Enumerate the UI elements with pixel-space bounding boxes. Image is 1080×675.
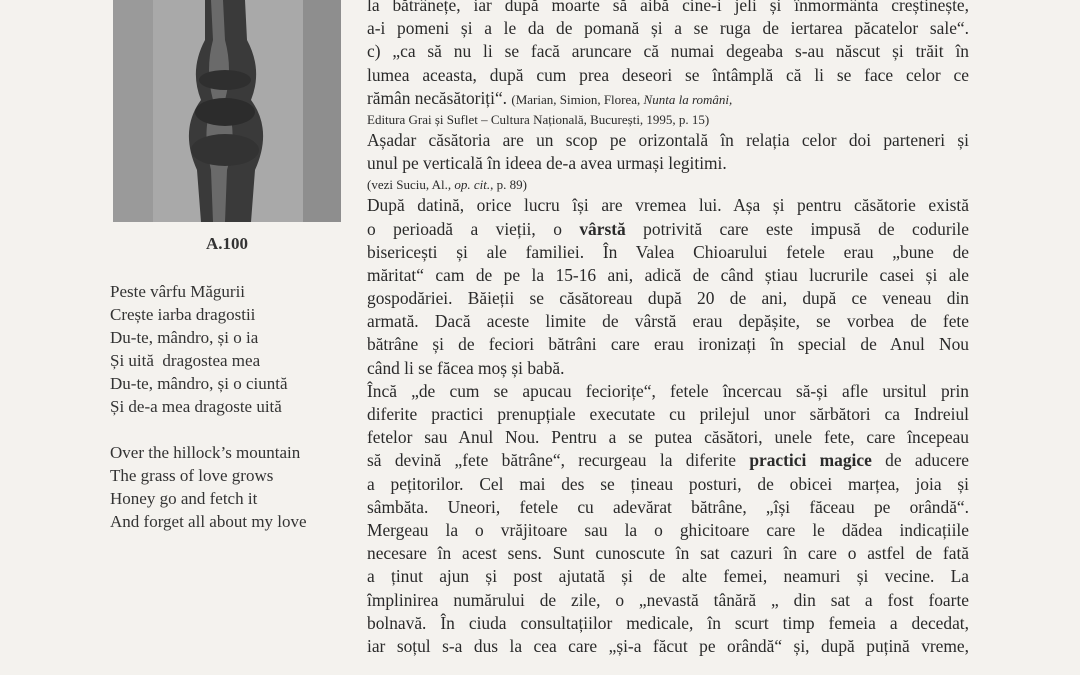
text-line: a ținut ajun și post ajutată și de alte femei, neamuri și vecine. La	[367, 566, 969, 587]
poem-line: And forget all about my love	[110, 512, 307, 531]
text-line: unul pe verticală în ideea de-a avea urmași legitimi.	[367, 153, 727, 174]
poem-line: Crește iarba dragostii	[110, 305, 256, 324]
citation-authors: (Marian, Simion, Florea,	[511, 91, 644, 107]
poem-line: Honey go and fetch it	[110, 489, 258, 508]
text-line: bolnavă. În ciuda consultațiilor medicale, în scurt timp femeia a decedat,	[367, 612, 969, 633]
poem-line: The grass of love grows	[110, 466, 274, 485]
text-line: necesare în acest sens. Sunt cunoscute în sat cazuri în care o astfel de fată	[367, 543, 969, 564]
text-line: măritat“ cam de pe la 15-16 ani, adică de când știau lucrurile casei și ale	[367, 264, 969, 285]
citation-line: Editura Grai și Suflet – Cultura Națională, București, 1995, p. 15)	[367, 111, 710, 127]
bold-term: practici magice	[749, 450, 872, 471]
poem-line: Over the hillock’s mountain	[110, 443, 301, 462]
text-fragment: potrivită care este impusă de codurile	[625, 218, 969, 239]
text-line	[367, 449, 969, 472]
text-line: când li se făcea moș și babă.	[367, 357, 565, 378]
text-line: iar soțul s-a dus la cea care „și-a făcut pe orândă“ și, după puțină vreme,	[367, 635, 969, 656]
poem-english	[110, 441, 307, 533]
citation	[511, 92, 732, 107]
poem-line: Peste vârfu Măgurii	[110, 282, 246, 301]
text-line: Încă „de cum se apucau feciorițe“, fetele încercau să-și afle ursitul prin	[367, 380, 969, 401]
citation-title: Nunta la români,	[643, 91, 733, 107]
poem-romanian	[110, 280, 288, 418]
citation-line	[367, 175, 969, 194]
text-line: gospodăriei. Băieții se căsătoreau după 20 de ani, după ce veneau din	[367, 288, 969, 309]
text-line	[367, 218, 969, 241]
text-line: sâmbăta. Uneori, fetele cu adevărat bătrâne, „își făceau pe orândă“.	[367, 496, 969, 517]
figure-caption: A.100	[205, 234, 249, 253]
text-line: fetelor sau Anul Nou. Pentru a se putea căsători, unele fete, care începeau	[367, 427, 969, 448]
poem-line: Du-te, mândro, și o ciuntă	[110, 374, 288, 393]
text-line: c) „ca să nu li se facă aruncare că numai degeaba s-au născut și trăit în	[367, 41, 969, 62]
text-fragment: o perioadă a vieții, o	[367, 218, 580, 239]
poem-line: Și de-a mea dragoste uită	[110, 397, 282, 416]
carved-column-illustration	[113, 0, 341, 222]
text-line: a-i pomeni și a le da de pomană și a se ruga de iertarea păcatelor sale“.	[367, 18, 969, 39]
photo-carved-column	[113, 0, 341, 222]
main-text-column	[367, 0, 969, 658]
text-fragment: să devină „fete bătrâne“, recurgeau la diferite	[367, 450, 750, 471]
text-line-with-citation	[367, 87, 969, 110]
bold-term: vârstă	[579, 218, 626, 239]
text-line: lumea aceasta, după cum prea deseori se întâmplă că li se face celor ce	[367, 64, 969, 85]
text-line: împlinirea numărului de zile, o „nevastă tânără „ din sat a fost foarte	[367, 589, 969, 610]
text-line: la bătrânețe, iar după moarte să aibă cine-i jeli și înmormânta creștinește,	[367, 0, 969, 15]
text-line: bătrâne și de feciori bătrâni care erau ironizați în special de Anul Nou	[367, 334, 969, 355]
poem-line: Du-te, mândro, și o ia	[110, 328, 259, 347]
text-fragment: de aducere	[871, 450, 969, 471]
text-line: armată. Dacă aceste limite de vârstă erau depășite, se vorbea de fete	[367, 311, 969, 332]
text-line: diferite practici prenupțiale executate cu prilejul unor sărbători ca Indreiul	[367, 404, 969, 424]
citation-page: , p. 89)	[490, 177, 527, 193]
text-line: bisericești și ale familiei. În Valea Chioarului fetele erau „bune de	[367, 241, 969, 262]
text-line: Mergeau la o vrăjitoare sau la o ghicitoare care le dădea indicațiile	[367, 519, 969, 540]
text-line: a pețitorilor. Cel mai des se țineau posturi, de obicei marțea, joia și	[367, 473, 969, 494]
citation-authors: (vezi Suciu, Al.,	[367, 177, 455, 193]
text-fragment: rămân necăsătoriți“.	[367, 87, 508, 108]
text-line: După datină, orice lucru își are vremea lui. Așa și pentru căsătorie există	[367, 195, 969, 216]
citation-title: op. cit.	[454, 177, 491, 193]
text-line: Așadar căsătoria are un scop pe orizontală în relația celor doi parteneri și	[367, 129, 969, 150]
poem-line: Și uită dragostea mea	[110, 351, 261, 370]
